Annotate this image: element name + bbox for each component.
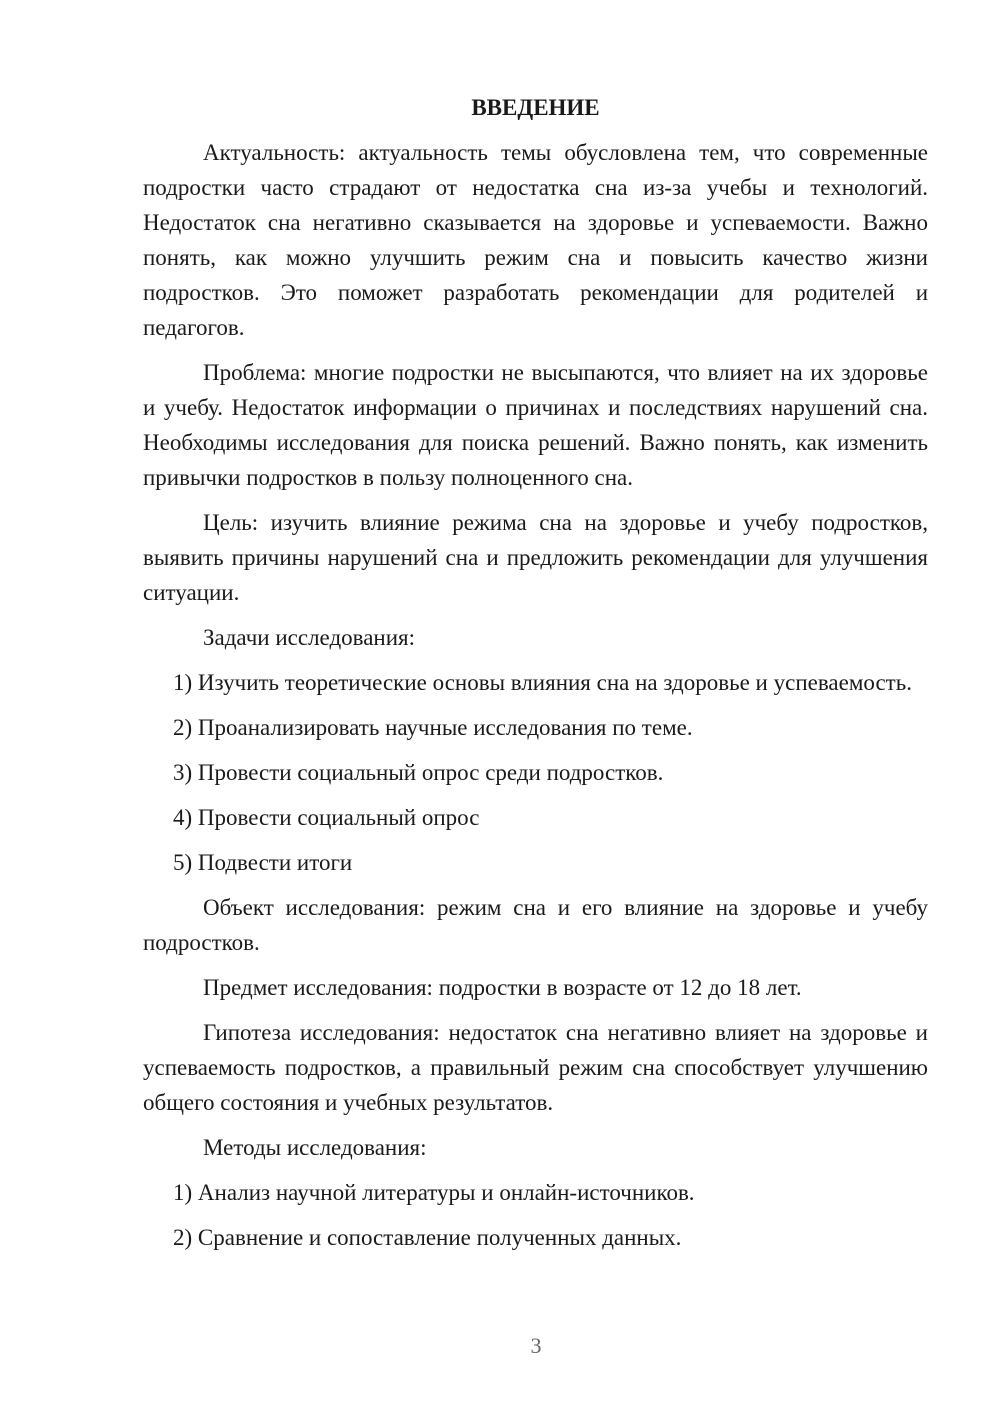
subject-paragraph: Предмет исследования: подростки в возрасте от 12 до 18 лет. <box>203 975 802 1000</box>
task-item-4: 4) Провести социальный опрос <box>173 805 480 830</box>
goal-paragraph: Цель: изучить влияние режима сна на здоровье и учебу подростков, выявить причины нарушений сна и предложить рекомендации для улучшения ситуации. <box>143 510 928 605</box>
methods-heading: Методы исследования: <box>203 1135 427 1160</box>
object-paragraph: Объект исследования: режим сна и его влияние на здоровье и учебу подростков. <box>143 895 928 955</box>
method-item-2: 2) Сравнение и сопоставление полученных данных. <box>173 1225 682 1250</box>
task-item-1: 1) Изучить теоретические основы влияния сна на здоровье и успеваемость. <box>173 670 912 695</box>
hypothesis-paragraph: Гипотеза исследования: недостаток сна негативно влияет на здоровье и успеваемость подростков, а правильный режим сна способствует улучшению общего состояния и учебных результатов. <box>143 1020 928 1115</box>
relevance-paragraph: Актуальность: актуальность темы обусловлена тем, что современные подростки часто страдают от недостатка сна из-за учебы и технологий. Недостаток сна негативно сказывается на здоровье и успеваемости. Важно понять, как можно улучшить режим сна и повысить качество жизни подростков. Это поможет разработать рекомендации для родителей и педагогов. <box>143 140 928 340</box>
task-item-2: 2) Проанализировать научные исследования по теме. <box>173 715 693 740</box>
problem-paragraph: Проблема: многие подростки не высыпаются, что влияет на их здоровье и учебу. Недостаток информации о причинах и последствиях нарушений сна. Необходимы исследования для поиска решений. Важно понять, как изменить привычки подростков в пользу полноценного сна. <box>143 360 928 490</box>
task-item-5: 5) Подвести итоги <box>173 850 353 875</box>
method-item-1: 1) Анализ научной литературы и онлайн-источников. <box>173 1180 695 1205</box>
document-body <box>143 90 928 1265</box>
section-title: ВВЕДЕНИЕ <box>471 95 600 120</box>
page-number: 3 <box>530 1333 542 1358</box>
tasks-heading: Задачи исследования: <box>203 625 416 650</box>
task-item-3: 3) Провести социальный опрос среди подростков. <box>173 760 664 785</box>
